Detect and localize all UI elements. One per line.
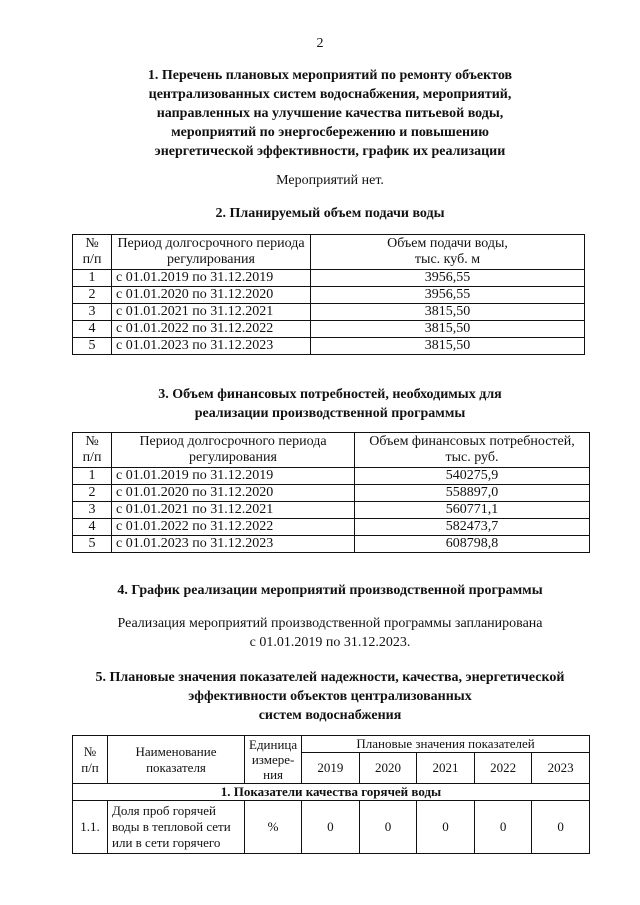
row-indicator-name: Доля проб горячей воды в тепловой сети или в сети горячего	[108, 801, 245, 854]
row-value: 0	[532, 801, 590, 854]
section1-title-line: направленных на улучшение качества питьевой воды,	[156, 106, 504, 121]
table-header-row	[73, 433, 590, 468]
header-year: 2019	[302, 753, 360, 784]
section1-title-line: 1. Перечень плановых мероприятий по ремонту объектов	[147, 68, 513, 83]
section4-text	[40, 614, 620, 652]
section1-title-line: централизованных систем водоснабжения, мероприятий,	[148, 87, 512, 102]
table-group-row	[73, 784, 590, 801]
table-header-row	[73, 736, 590, 753]
table-row: 2 с 01.01.2020 по 31.12.2020 558897,0	[73, 485, 590, 502]
header-num: № п/п	[73, 433, 112, 468]
section5-title	[30, 668, 630, 725]
header-planned-values: Плановые значения показателей	[302, 736, 590, 753]
row-value: 0	[302, 801, 360, 854]
row-value: 0	[359, 801, 417, 854]
header-unit: Единица измере- ния	[245, 736, 302, 784]
table-row: 1 с 01.01.2019 по 31.12.2019 540275,9	[73, 468, 590, 485]
section5-title-line: систем водоснабжения	[258, 708, 402, 723]
indicators-table	[72, 735, 590, 854]
header-year: 2020	[359, 753, 417, 784]
page-number: 2	[316, 36, 324, 51]
section1-title-line: мероприятий по энергосбережению и повышению	[171, 125, 489, 140]
section4-text-line: Реализация мероприятий производственной программы запланирована	[117, 616, 543, 631]
header-period: Период долгосрочного периода регулирования	[112, 235, 311, 270]
table-row: 1 с 01.01.2019 по 31.12.2019 3956,55	[73, 270, 585, 287]
section1-text: Мероприятий нет.	[276, 173, 384, 188]
table-row: 4 с 01.01.2022 по 31.12.2022 582473,7	[73, 519, 590, 536]
table-row: 3 с 01.01.2021 по 31.12.2021 560771,1	[73, 502, 590, 519]
row-value: 0	[474, 801, 532, 854]
section3-title	[60, 385, 600, 423]
header-indicator-name: Наименование показателя	[108, 736, 245, 784]
financial-needs-table	[72, 432, 590, 553]
header-year: 2021	[417, 753, 475, 784]
section5-title-line: эффективности объектов централизованных	[188, 689, 472, 704]
row-value: 0	[417, 801, 475, 854]
water-supply-table	[72, 234, 585, 355]
section1-title-line: энергетической эффективности, график их реализации	[154, 144, 506, 159]
table-row	[73, 801, 590, 854]
section5-title-line: 5. Плановые значения показателей надежности, качества, энергетической	[95, 670, 565, 685]
header-year: 2023	[532, 753, 590, 784]
header-num: № п/п	[73, 736, 108, 784]
table-header-row	[73, 235, 585, 270]
header-num: № п/п	[73, 235, 112, 270]
row-unit: %	[245, 801, 302, 854]
section4-text-line: с 01.01.2019 по 31.12.2023.	[249, 635, 411, 650]
section1-title	[60, 66, 600, 161]
table-row: 5 с 01.01.2023 по 31.12.2023 608798,8	[73, 536, 590, 553]
row-num: 1.1.	[73, 801, 108, 854]
section3-title-line: 3. Объем финансовых потребностей, необходимых для	[158, 387, 502, 402]
header-value: Объем финансовых потребностей, тыс. руб.	[355, 433, 590, 468]
table-row: 5 с 01.01.2023 по 31.12.2023 3815,50	[73, 338, 585, 355]
group-title: 1. Показатели качества горячей воды	[73, 784, 590, 801]
header-year: 2022	[474, 753, 532, 784]
section2-title: 2. Планируемый объем подачи воды	[215, 206, 445, 221]
table-row: 2 с 01.01.2020 по 31.12.2020 3956,55	[73, 287, 585, 304]
header-value: Объем подачи воды, тыс. куб. м	[311, 235, 585, 270]
header-period: Период долгосрочного периода регулирования	[112, 433, 355, 468]
table-row: 3 с 01.01.2021 по 31.12.2021 3815,50	[73, 304, 585, 321]
section4-title: 4. График реализации мероприятий производственной программы	[117, 583, 543, 598]
section3-title-line: реализации производственной программы	[194, 406, 466, 421]
table-row: 4 с 01.01.2022 по 31.12.2022 3815,50	[73, 321, 585, 338]
